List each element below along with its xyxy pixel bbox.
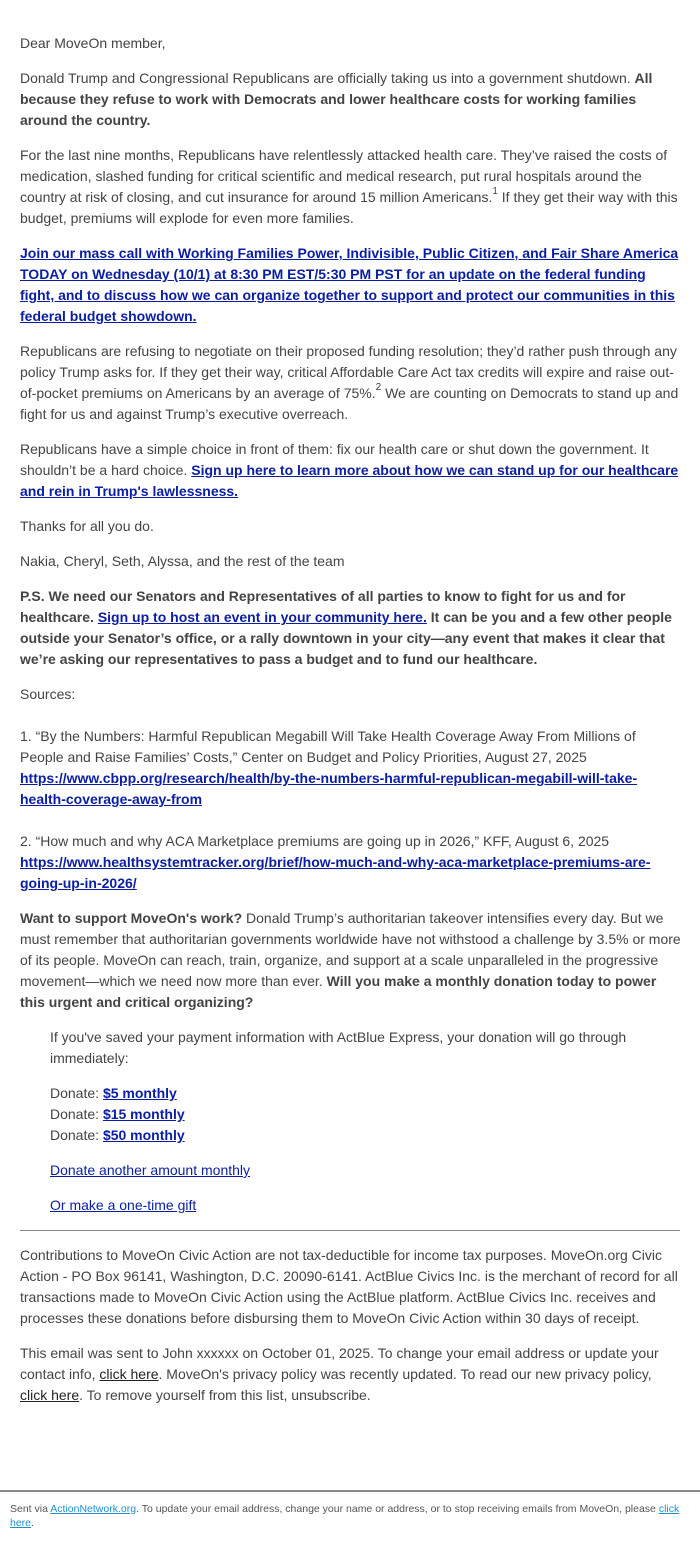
donate-option-50 [50, 1125, 682, 1146]
donate-prefix: Donate: [50, 1127, 103, 1143]
footer-text-3: . [31, 1517, 34, 1529]
paragraph-funding-text: Republicans are refusing to negotiate on their proposed funding resolution; they’d rather push through any policy Trump asks for. If they get their way, critical Affordable Care Act tax credits will expire and raise out-of-pocket premiums on Americans by an average of 75%. [20, 343, 677, 401]
one-time-gift-link[interactable]: Or make a one-time gift [50, 1197, 197, 1213]
postscript-bold-2: It can be you and a few other people outside your Senator’s office, or a rally downtown in your city—any event that makes it clear that we’re asking our representatives to pass a budget and to fund our healthcare. [20, 609, 672, 667]
source-2-link[interactable]: https://www.healthsystemtracker.org/brief/how-much-and-why-aca-marketplace-premiums-are-going-up-in-2026/ [20, 854, 651, 891]
legal-disclaimer: Contributions to MoveOn Civic Action are not tax-deductible for income tax purposes. MoveOn.org Civic Action - PO Box 96141, Washington, D.C. 20090-6141. ActBlue Civics Inc. is the merchant of record for all transactions made to MoveOn Civic Action using the ActBlue platform. ActBlue Civics Inc. receives and processes these donations before disbursing them to MoveOn Civic Action within 30 days of receipt. [20, 1247, 678, 1326]
support-text: Donald Trump’s authoritarian takeover intensifies every day. But we must remember that authoritarian governments worldwide have not withstood a challenge by 3.5% or more of its people. MoveOn can reach, train, organize, and support at a scale unparalleled in the progressive movement—which we need now more than ever. [20, 910, 681, 989]
email-body [20, 33, 682, 1420]
sent-notice-text-1: This email was sent to John xxxxxx on October 01, 2025. To change your email address or update your contact info, [20, 1345, 659, 1382]
footer-text-2: . To update your email address, change your name or address, or to stop receiving emails from MoveOn, please [136, 1503, 659, 1515]
footer-bar [0, 1490, 700, 1530]
sent-notice-text-3: . To remove yourself from this list, unsubscribe. [79, 1387, 371, 1403]
paragraph-mass-call [20, 243, 682, 327]
donate-15-monthly-link[interactable]: $15 monthly [102, 1106, 185, 1122]
postscript [20, 586, 682, 670]
paragraph-choice-text: Republicans have a simple choice in front of them: fix our health care or shut down the government. It shouldn’t be a hard choice. [20, 441, 649, 478]
footer-click-here-link[interactable]: click here [10, 1503, 680, 1529]
postscript-bold-1: P.S. We need our Senators and Representatives of all parties to know to fight for us and for healthcare. [20, 588, 626, 625]
donate-onetime-line [50, 1195, 682, 1216]
paragraph-funding-text-2: We are counting on Democrats to stand up and fight for us and against Trump’s executive overreach. [20, 385, 679, 422]
source-2 [20, 831, 682, 894]
thanks-line: Thanks for all you do. [20, 518, 154, 534]
action-network-link[interactable]: ActionNetwork.org [50, 1503, 137, 1515]
paragraph-health-care-text-2: If they get their way with this budget, premiums will explode for even more families. [20, 189, 678, 226]
paragraph-choice [20, 439, 682, 502]
paragraph-shutdown-text: Donald Trump and Congressional Republicans are officially taking us into a government shutdown. [20, 70, 635, 86]
donation-intro: If you've saved your payment information with ActBlue Express, your donation will go through immediately: [50, 1029, 627, 1066]
donate-other-amount-link[interactable]: Donate another amount monthly [50, 1162, 251, 1178]
donate-other-line [50, 1160, 682, 1181]
paragraph-shutdown-bold: All because they refuse to work with Democrats and lower healthcare costs for working families around the country. [20, 70, 653, 128]
support-bold-1: Want to support MoveOn's work? [20, 910, 243, 926]
support-bold-2: Will you make a monthly donation today to power this urgent and critical organizing? [20, 973, 657, 1010]
sign-up-link[interactable]: Sign up here to learn more about how we can stand up for our healthcare and rein in Trump's lawlessness. [20, 462, 679, 499]
source-1-text: 1. “By the Numbers: Harmful Republican Megabill Will Take Health Coverage Away From Millions of People and Raise Families’ Costs,” Center on Budget and Policy Priorities, August 27, 2025 [20, 728, 636, 765]
paragraph-shutdown [20, 68, 682, 131]
source-2-text: 2. “How much and why ACA Marketplace premiums are going up in 2026,” KFF, August 6, 2025 [20, 833, 610, 849]
mass-call-link[interactable]: Join our mass call with Working Families Power, Indivisible, Public Citizen, and Fair Share America TODAY on Wednesday (10/1) at 8:30 PM EST/5:30 PM PST for an update on the federal funding fight, and to discuss how we can organize together to support and protect our communities in this federal budget showdown. [20, 245, 679, 324]
donation-options [50, 1083, 682, 1146]
sources-label: Sources: [20, 686, 76, 702]
paragraph-health-care-text: For the last nine months, Republicans have relentlessly attacked health care. They’ve raised the costs of medication, slashed funding for critical scientific and medical research, put rural hospitals around the country at risk of closing, and cut insurance for around 15 million Americans. [20, 147, 668, 205]
paragraph-health-care [20, 145, 682, 229]
divider [20, 1230, 680, 1231]
support-paragraph [20, 908, 682, 1013]
greeting: Dear MoveOn member, [20, 35, 166, 51]
paragraph-funding [20, 341, 682, 425]
donate-option-15 [50, 1104, 682, 1125]
donate-prefix: Donate: [50, 1085, 103, 1101]
donate-prefix: Donate: [50, 1106, 103, 1122]
update-contact-link[interactable]: click here [99, 1366, 159, 1382]
signoff-line: Nakia, Cheryl, Seth, Alyssa, and the rest of the team [20, 553, 345, 569]
sent-notice-text-2: . MoveOn's privacy policy was recently updated. To read our new privacy policy, [158, 1366, 652, 1382]
source-1-link[interactable]: https://www.cbpp.org/research/health/by-the-numbers-harmful-republican-megabill-will-take-health-coverage-away-from [20, 770, 638, 807]
footer-text-1: Sent via [10, 1503, 51, 1515]
source-1 [20, 726, 682, 810]
donation-block [50, 1027, 682, 1216]
sent-notice [20, 1343, 682, 1406]
host-event-link[interactable]: Sign up to host an event in your community here. [97, 609, 427, 625]
footnote-1-marker: 1 [492, 186, 498, 198]
donate-5-monthly-link[interactable]: $5 monthly [102, 1085, 177, 1101]
footnote-2-marker: 2 [375, 382, 382, 394]
donate-option-5 [50, 1083, 682, 1104]
privacy-policy-link[interactable]: click here [20, 1387, 80, 1403]
donate-50-monthly-link[interactable]: $50 monthly [102, 1127, 185, 1143]
